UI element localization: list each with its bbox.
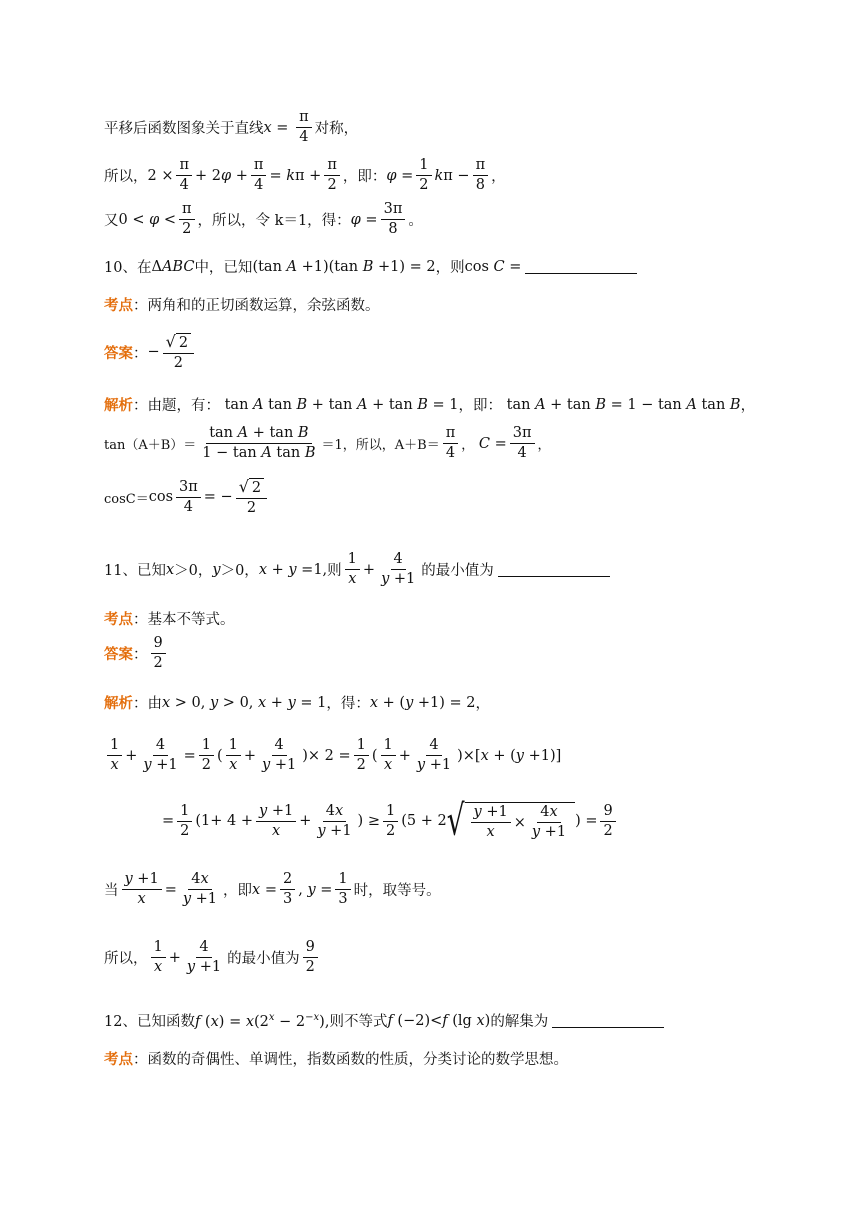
text: ，即: [223, 883, 253, 900]
fraction: $\frac{\pi}{4}$: [251, 158, 267, 193]
kaodian-12: [104, 1048, 568, 1069]
text: ：由题，有：: [133, 398, 220, 414]
fraction: $\frac{y +1}{x}$: [122, 872, 162, 907]
fraction: $\frac{2}{3}$: [280, 872, 295, 907]
text: 12、已知函数: [104, 1014, 195, 1030]
kaodian-11: [104, 608, 235, 629]
text: 则: [327, 563, 342, 580]
kaodian-10: [104, 294, 380, 315]
fraction: $\frac{4}{y +1}$: [186, 939, 222, 976]
fraction: $\frac{1}{x}$: [107, 738, 122, 773]
fraction: $\frac{\pi}{4}$: [176, 158, 192, 193]
solution-10-line3: cosC＝ cos $\frac{3\pi}{4}$ = − √ 2 2: [104, 478, 270, 517]
solution-11-conclusion: 所以， $\frac{1}{x}$ + $\frac{4}{y +1}$ 的最小值为 $\frac{9}{2}$: [104, 940, 321, 975]
solution-11-step2: = $\frac{1}{2}$ (1+ 4 + $\frac{y +1}{x}$ + $\frac{4x}{y +1}$ ) ≥ $\frac{1}{2}$ (5 + 2 √ $\frac{y +1}{x}$ × $\frac{4x}{y +1}$ ) = $\frac{9}{2}$: [162, 802, 619, 840]
text: 的最小值为: [421, 563, 494, 580]
text: ：两角和的正切函数运算，余弦函数。: [133, 298, 380, 314]
text: ,则不等式: [324, 1014, 388, 1030]
label-solution: 解析: [104, 696, 133, 712]
text: 10、在: [104, 260, 152, 276]
text: 时，取等号。: [353, 883, 441, 900]
fraction: $\frac{9}{2}$: [600, 804, 615, 839]
text: ，: [461, 438, 475, 454]
fraction: $\frac{1}{x}$: [151, 940, 166, 975]
fraction: $\frac{3\pi}{4}$: [176, 480, 201, 515]
text: ：: [133, 647, 148, 664]
label-answer: 答案: [104, 345, 133, 362]
solution-10-line2: tan（A＋B）＝ $\frac{\text{tan A + tan B}}{\text{1 − tan A tan B}}$ ＝1，所以，A＋B＝ $\frac{\pi}{4}$ ， C = $\frac{3\pi}{4}$ ，: [104, 425, 551, 462]
fraction: $\frac{4x}{y +1}$: [182, 871, 218, 908]
fraction: $\frac{4x}{y +1}$: [317, 802, 352, 839]
fraction: $\frac{1}{2}$: [416, 158, 431, 193]
text-line-symmetry: 平移后函数图象关于直线 x = $\frac{\pi}{4}$ 对称，: [104, 109, 359, 146]
text: 中，已知: [194, 260, 253, 276]
text: tan（A＋B）＝: [104, 438, 197, 454]
fraction: $\frac{3\pi}{8}$: [381, 202, 406, 237]
text-line-phi: 又 0 < φ < $\frac{\pi}{2}$ ，所以，令 k＝1，得： φ = $\frac{3\pi}{8}$ 。: [104, 201, 423, 238]
fraction: $\frac{y +1}{x}$: [256, 804, 296, 839]
text: 平移后函数图象关于直线: [104, 121, 264, 138]
fraction: $\frac{\pi}{4}$: [443, 426, 459, 461]
answer-blank[interactable]: [525, 259, 637, 274]
text: 所以，: [104, 169, 148, 186]
text: ：: [133, 345, 148, 362]
answer-blank[interactable]: [498, 562, 610, 577]
solution-10: 解析 ：由题，有： tan A tan B + tan A + tan B = 1 ，即： tan A + tan B = 1 − tan A tan B ，: [104, 394, 755, 415]
text: ：函数的奇偶性、单调性，指数函数的性质，分类讨论的数学思想。: [133, 1052, 568, 1068]
label-kaodian: 考点: [104, 1052, 133, 1068]
label-kaodian: 考点: [104, 298, 133, 314]
text: ，: [491, 169, 506, 186]
text: ，则: [435, 260, 465, 276]
fraction: $\frac{1}{2}$: [199, 738, 214, 773]
answer-blank[interactable]: [552, 1013, 664, 1028]
question-12: 12、已知函数 f $(x) = x(2^x - 2^{-x})$ ,则不等式 f (−2)<f (lg x) 的解集为: [104, 1010, 664, 1031]
fraction: $\frac{\pi}{2}$: [179, 202, 195, 237]
text: 对称，: [314, 121, 359, 138]
solution-11-equality: 当 $\frac{y +1}{x}$ = $\frac{4x}{y +1}$ ，即 x = $\frac{2}{3}$ , y = $\frac{1}{3}$ 时，取等号。: [104, 871, 441, 908]
square-root: √ $\frac{y +1}{x}$ × $\frac{4x}{y +1}$: [447, 802, 575, 840]
fraction: $\frac{1}{x}$: [381, 738, 396, 773]
fraction: $\frac{4}{y +1}$: [143, 737, 178, 774]
question-11: 11、已知 x ＞0， y ＞0， x + y =1, 则 $\frac{1}{x}$ + $\frac{4}{y +1}$ 的最小值为: [104, 552, 610, 587]
fraction: $\frac{\pi}{8}$: [473, 158, 489, 193]
text: 。: [408, 213, 423, 230]
question-10: 10、在 ΔABC 中，已知 (tan A +1)(tan B +1) = 2 ，则 cos C =: [104, 256, 637, 277]
fraction: $\frac{1}{2}$: [354, 738, 369, 773]
text: ，即：: [342, 169, 387, 186]
solution-11-step1: $\frac{1}{x}$ + $\frac{4}{y +1}$ = $\frac{1}{2}$ ( $\frac{1}{x}$ + $\frac{4}{y +1}$ )× 2 = $\frac{1}{2}$ ( $\frac{1}{x}$ + $\frac{4}{y +1}$ )×[x + (y +1)]: [104, 738, 561, 773]
text: ＞0，: [220, 563, 259, 580]
solution-11: 解析 ：由 x > 0, y > 0, x + y = 1 ，得： x + (y +1) = 2 ，: [104, 692, 490, 713]
text: ，: [537, 438, 551, 454]
text: ＝1，所以，A＋B＝: [321, 438, 440, 454]
fraction: √ 2 2: [236, 478, 267, 517]
text: cosC＝: [104, 491, 149, 507]
text: 的解集为: [490, 1014, 549, 1030]
text: 11、已知: [104, 563, 166, 580]
answer-10: 答案 ： − √ 2 2: [104, 333, 197, 372]
text: 的最小值为: [227, 951, 300, 968]
fraction: $\frac{1}{x}$: [226, 738, 241, 773]
text: ，得：: [326, 696, 370, 712]
fraction: $\frac{1}{2}$: [177, 804, 192, 839]
text: 又: [104, 213, 119, 230]
text: 所以，: [104, 951, 148, 968]
label-answer: 答案: [104, 647, 133, 664]
fraction: $\frac{4}{y +1}$: [262, 737, 297, 774]
fraction: √ 2 2: [163, 333, 194, 372]
fraction: $\frac{3\pi}{4}$: [510, 426, 535, 461]
fraction: $\frac{1}{2}$: [383, 804, 398, 839]
text: ，即：: [458, 398, 503, 414]
fraction: $\frac{9}{2}$: [303, 940, 318, 975]
fraction: $\frac{1}{x}$: [345, 552, 360, 587]
text: ，: [475, 696, 491, 712]
label-kaodian: 考点: [104, 612, 133, 628]
text: ：基本不等式。: [133, 612, 235, 628]
text: ，: [740, 398, 756, 414]
fraction: $\frac{\text{tan A + tan B}}{\text{1 − tan A tan B}}$: [202, 425, 316, 462]
answer-11: [104, 636, 169, 671]
text: ，所以，令 k＝1，得：: [197, 213, 351, 230]
text: ＞0，: [174, 563, 213, 580]
fraction: $\frac{4}{y +1}$: [416, 737, 452, 774]
fraction: $\frac{4}{y +1}$: [381, 551, 416, 588]
text-line-equation: 所以， 2 × $\frac{\pi}{4}$ + 2φ + $\frac{\pi}{4}$ = kπ + $\frac{\pi}{2}$ ，即： φ = $\frac{1}{2}$ k π − $\frac{\pi}{8}$ ，: [104, 157, 506, 194]
text: ：由: [133, 696, 162, 712]
fraction: $\frac{1}{3}$: [335, 872, 350, 907]
fraction: $\frac{\pi}{2}$: [324, 158, 340, 193]
text: 当: [104, 883, 119, 900]
label-solution: 解析: [104, 398, 133, 414]
fraction: $\frac{\pi}{4}$: [296, 110, 312, 145]
fraction: $\frac{9}{2}$: [151, 636, 166, 671]
